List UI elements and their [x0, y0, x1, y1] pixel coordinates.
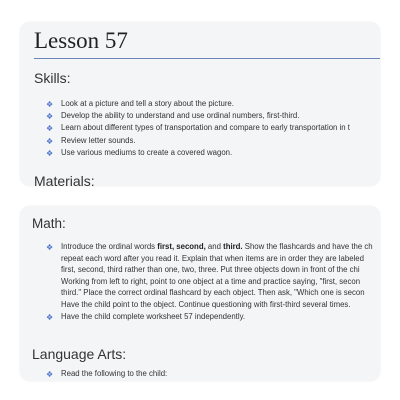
math-item-line: third." Place the correct ordinal flashcard by each object. Then ask, "Which one is secon: [61, 288, 365, 298]
bullet-icon: ❖: [46, 148, 54, 158]
bullet-icon: ❖: [46, 100, 54, 109]
title-divider: [34, 58, 380, 59]
math-item-line: repeat each word after you read it. Explain that when items are in order they are labeled: [61, 253, 364, 263]
math-item-line: Have the child point to the object. Continue questioning with first-third several times.: [61, 299, 351, 309]
lesson-title: Lesson 57: [34, 28, 128, 53]
ordinal-word-bold: third.: [223, 242, 243, 251]
bullet-icon: ❖: [46, 370, 54, 379]
skill-item: ❖ Look at a picture and tell a story about the picture.: [46, 98, 380, 110]
ordinal-words-bold: first, second,: [157, 242, 206, 251]
skill-item: ❖ Learn about different types of transportation and compare to early transportation in t: [46, 122, 380, 134]
bullet-icon: ❖: [46, 136, 54, 146]
language-arts-item: ❖ Read the following to the child:: [46, 368, 380, 380]
math-language-card: [20, 206, 380, 381]
skills-heading: Skills:: [34, 70, 71, 86]
language-arts-list: [46, 368, 380, 380]
bullet-icon: ❖: [46, 312, 54, 322]
skills-list: [46, 98, 380, 159]
math-item: ❖ Have the child complete worksheet 57 independently.: [46, 311, 246, 322]
math-item-line: Working from left to right, point to one object at a time and practice saying, "first, secon: [61, 276, 361, 286]
bullet-icon: ❖: [46, 112, 54, 122]
bullet-icon: ❖: [46, 243, 54, 252]
skill-item: ❖ Use various mediums to create a covered wagon.: [46, 147, 380, 159]
math-item-line: first, second, third rather than one, two, three. Put three objects down in front of the chi: [61, 265, 360, 275]
math-item: [46, 241, 380, 311]
skill-item: ❖ Review letter sounds.: [46, 135, 380, 147]
math-item-line: Introduce the ordinal words first, second, and third. Show the flashcards and have the ch: [61, 242, 373, 251]
lesson-header-card: [20, 22, 380, 186]
materials-heading: Materials:: [34, 173, 95, 186]
skill-item: ❖ Develop the ability to understand and use ordinal numbers, first-third.: [46, 110, 380, 122]
bullet-icon: ❖: [46, 124, 54, 134]
math-list: [46, 241, 380, 322]
language-arts-heading: Language Arts:: [32, 346, 127, 362]
math-heading: Math:: [32, 216, 66, 231]
